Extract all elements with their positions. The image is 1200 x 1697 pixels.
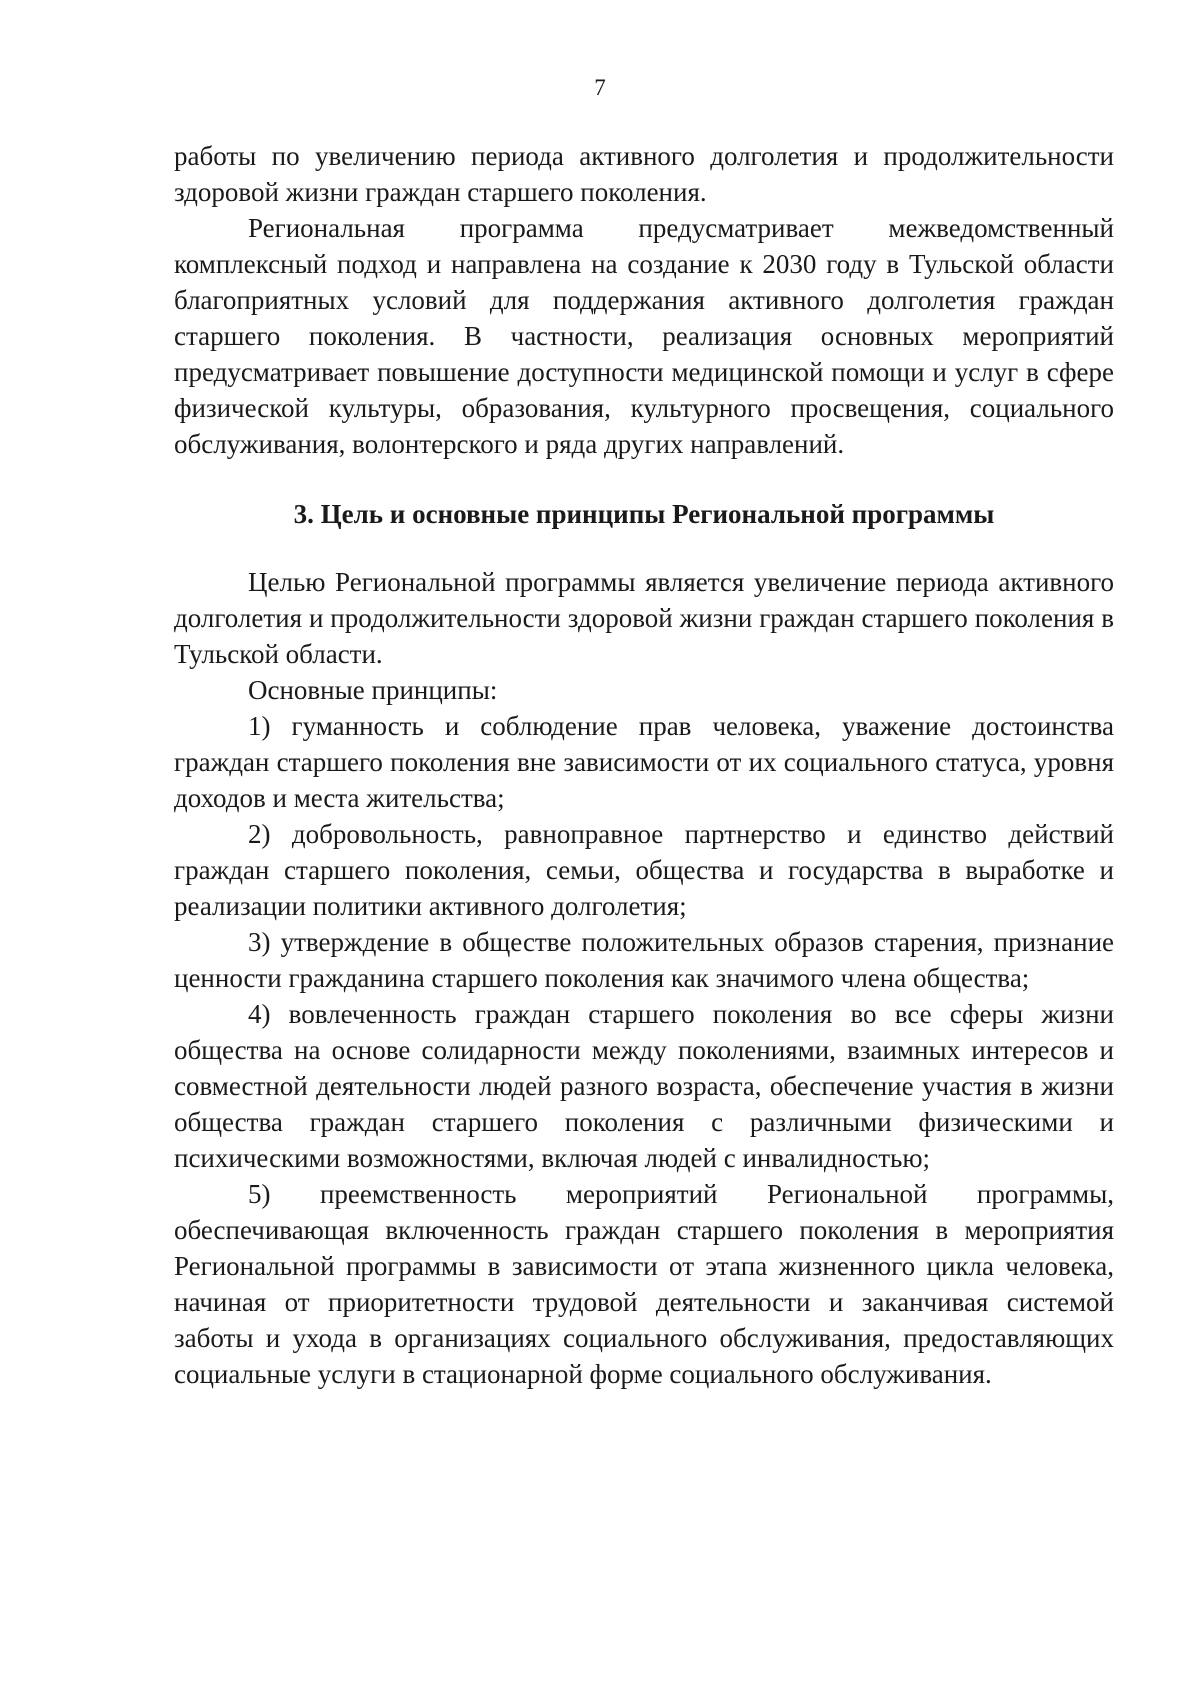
page-number: 7 xyxy=(594,75,606,100)
principle-item-5: 5) преемственность мероприятий Региональной программы, обеспечивающая включенность граждан старшего поколения в мероприятия Региональной программы в зависимости от этапа жизненного цикла человека, начиная от приоритетности трудовой деятельности и заканчивая системой заботы и ухода в организациях социального обслуживания, предоставляющих социальные услуги в стационарной форме социального обслуживания. xyxy=(174,1179,1114,1389)
paragraph-goal: Целью Региональной программы является увеличение периода активного долголетия и продолжительности здоровой жизни граждан старшего поколения в Тульской области. xyxy=(174,567,1114,669)
principles-label: Основные принципы: xyxy=(248,675,498,705)
section-heading: 3. Цель и основные принципы Региональной программы xyxy=(293,499,995,529)
principle-item-1: 1) гуманность и соблюдение прав человека, уважение достоинства граждан старшего поколения вне зависимости от их социального статуса, уровня доходов и места жительства; xyxy=(174,711,1114,813)
principle-item-2: 2) добровольность, равноправное партнерство и единство действий граждан старшего поколения, семьи, общества и государства в выработке и реализации политики активного долголетия; xyxy=(174,819,1114,921)
principle-item-3: 3) утверждение в обществе положительных образов старения, признание ценности гражданина старшего поколения как значимого члена общества; xyxy=(174,927,1114,993)
principle-item-4: 4) вовлеченность граждан старшего поколения во все сферы жизни общества на основе солидарности между поколениями, взаимных интересов и совместной деятельности людей разного возраста, обеспечение участия в жизни общества граждан старшего поколения с различными физическими и психическими возможностями, включая людей с инвалидностью; xyxy=(174,999,1114,1173)
paragraph-program-approach: Региональная программа предусматривает межведомственный комплексный подход и направлена на создание к 2030 году в Тульской области благоприятных условий для поддержания активного долголетия граждан старшего поколения. В частности, реализация основных мероприятий предусматривает повышение доступности медицинской помощи и услуг в сфере физической культуры, образования, культурного просвещения, социального обслуживания, волонтерского и ряда других направлений. xyxy=(174,213,1114,459)
paragraph-continuation: работы по увеличению периода активного долголетия и продолжительности здоровой жизни граждан старшего поколения. xyxy=(174,141,1114,207)
document-body xyxy=(174,138,1114,1392)
